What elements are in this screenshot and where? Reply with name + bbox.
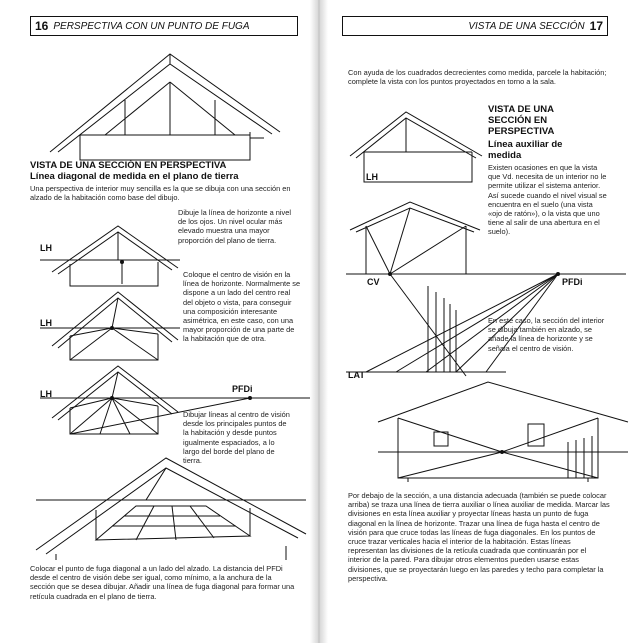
bottom-paragraph: Por debajo de la sección, a una distancia adecuada (también se puede colocar arriba) se traza una línea de tierra auxiliar o línea auxiliar de medida. Marcar las divisiones en esta línea auxiliar y proyectar líneas hasta un punto de fuga diagonal en la línea de horizonte. Trazar una línea de fuga hasta el centro de visión para que cruce todas las líneas de fuga diagonales. En los puntos de cruce trazar verticales hacia el interior de la habitación. Estas líneas representan las divisiones de la retícula cuadrada que continuarán por el interior de la pared. Para dibujar otros elementos pueden usarse estas divisiones, que se proyectarán luego en las paredes y techo para completar la perspectiva. [348,491,610,583]
page-number: 16 [35,19,49,33]
section-horizon-illustration [40,222,180,292]
cv-label: CV [367,277,380,287]
bottom-paragraph: Colocar el punto de fuga diagonal a un lado del alzado. La distancia del PFDi desde el centro de visión debe ser igual, como mínimo, a la anchura de la sección que se desea dibujar. Añadir una línea de fuga diagonal para formar una retícula cuadrada en el plano de tierra. [30,564,295,601]
aux-paragraph: Existen ocasiones en que la vista que Vd. necesita de un interior no le permite utilizar el sistema anterior. Así sucede cuando el nivel visual se encuentra en el suelo (una vista «ojo de ratón»), o la vista que uno tiene al salir de una abertura en el suelo). [488,163,607,237]
section-title: VISTA DE UNA SECCIÓN EN PERSPECTIVA [488,104,555,137]
right-running-header [342,16,608,36]
lh-label: LH [366,172,378,182]
small-section-illustration [346,106,486,186]
lh-label: LH [40,389,52,399]
running-title: VISTA DE UNA SECCIÓN [468,20,585,32]
center-of-vision-illustration [40,288,180,368]
right-page [322,0,638,643]
section-title: VISTA DE UNA SECCIÓN EN PERSPECTIVA [30,160,227,171]
roof-section-illustration [50,42,280,162]
section-subtitle: Línea auxiliar de medida [488,139,563,161]
pfdi-label: PFDi [562,277,583,287]
step3-paragraph: Dibujar líneas al centro de visión desde los principales puntos de la habitación y desde puntos igualmente espaciados, a lo largo del borde del plano de tierra. [183,410,290,466]
left-running-header [30,16,298,36]
lat-label: LAT [348,370,365,380]
running-title: PERSPECTIVA CON UN PUNTO DE FUGA [53,20,250,32]
lh-label: LH [40,243,52,253]
intro-paragraph: Con ayuda de los cuadrados decrecientes como medida, parcele la habitación; complete la vista con los puntos proyectados en torno a la sala. [348,68,607,87]
pfdi-label: PFDi [232,384,253,394]
page-number: 17 [589,19,603,33]
perspective-grid-illustration [36,450,306,560]
case-paragraph: En este caso, la sección del interior se dibuja también en alzado, se añade la línea de horizonte y se señala el centro de visión. [488,316,605,353]
step1-paragraph: Dibuje la línea de horizonte a nivel de los ojos. Un nivel ocular más elevado muestra una mayor proporción del plano de tierra. [178,208,291,245]
interior-perspective-illustration [378,382,628,482]
intro-paragraph: Una perspectiva de interior muy sencilla es la que se dibuja con una sección en alzado de la habitación como base del dibujo. [30,184,291,203]
lh-label: LH [40,318,52,328]
section-subtitle: Línea diagonal de medida en el plano de tierra [30,171,239,182]
step2-paragraph: Coloque el centro de visión en la línea de horizonte. Normalmente se dispone a un lado del centro real del objeto o vista, para conseguir una composición interesante asimétrica, en este caso, con una mayor proporción de una parte de la habitación que de otra. [183,270,301,344]
left-page [0,0,316,643]
